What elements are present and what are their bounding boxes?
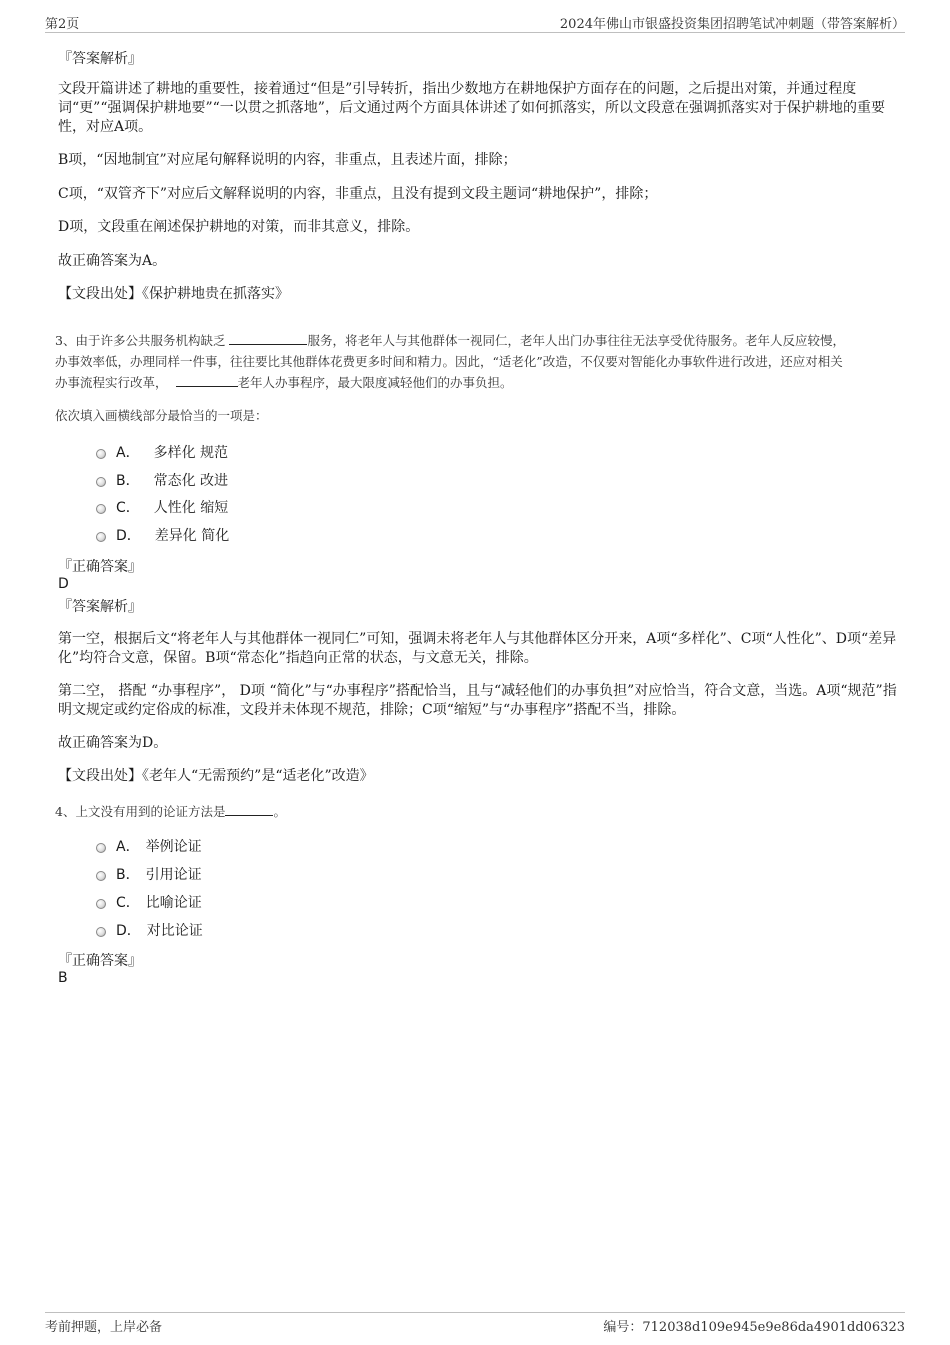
footer-slogan: 考前押题，上岸必备: [45, 1320, 163, 1335]
option-b[interactable]: B． 常态化 改进: [96, 470, 228, 490]
correct-answer-label: 『正确答案』: [58, 953, 142, 969]
radio-icon[interactable]: [96, 477, 106, 487]
radio-icon[interactable]: [96, 871, 106, 881]
page-number: 第2页: [45, 17, 80, 32]
option-a[interactable]: A． 举例论证: [96, 836, 202, 856]
radio-icon[interactable]: [96, 504, 106, 514]
fill-blank: [225, 801, 273, 816]
answer-conclusion: 故正确答案为A。: [58, 253, 167, 269]
option-c[interactable]: C． 比喻论证: [96, 892, 202, 912]
page-header: [45, 10, 905, 33]
radio-icon[interactable]: [96, 899, 106, 909]
analysis-paragraph: B项，“因地制宜”对应尾句解释说明的内容，非重点，且表述片面，排除；: [58, 152, 517, 168]
option-d[interactable]: D． 对比论证: [96, 920, 203, 940]
text-source: 【文段出处】《老年人“无需预约”是“适老化”改造》: [58, 768, 374, 784]
analysis-label: 『答案解析』: [58, 599, 142, 615]
analysis-paragraph: 第二空， 搭配 “办事程序”， D项 “简化”与“办事程序”搭配恰当，且与“减轻他们的办事负担”对应恰当，符合文意，当选。A项“规范”指明文规定或约定俗成的标准，文段并未体现不规范，排除；C项“缩短”与“办事程序”搭配不当，排除。: [58, 683, 897, 718]
question-3-text: 3、由于许多公共服务机构缺乏 服务，将老年人与其他群体一视同仁，老年人出门办事往往无法享受优待服务。老年人反应较慢， 办事效率低，办理同样一件事，往往要比其他群体花费更多时间和精力。因此，“适老化”改造，不仅要对智能化办事软件进行改进，还应对相关 办事流程实行改革， 老年人办事程序，最大限度减轻他们的办事负担。: [55, 330, 900, 393]
question-prompt: 依次填入画横线部分最恰当的一项是：: [55, 408, 268, 423]
analysis-paragraph: C项，“双管齐下”对应后文解释说明的内容，非重点，且没有提到文段主题词“耕地保护”，排除；: [58, 186, 658, 202]
analysis-paragraph: 文段开篇讲述了耕地的重要性，接着通过“但是”引导转折，指出少数地方在耕地保护方面存在的问题，之后提出对策，并通过程度词“更”“强调保护耕地要”“一以贯之抓落地”，后文通过两个方面具体讲述了如何抓落实，所以文段意在强调抓落实对于保护耕地的重要性，对应A项。: [58, 81, 885, 135]
option-b[interactable]: B． 引用论证: [96, 864, 202, 884]
analysis-paragraph: 第一空，根据后文“将老年人与其他群体一视同仁”可知，强调未将老年人与其他群体区分开来，A项“多样化”、C项“人性化”、D项“差异化”均符合文意，保留。B项“常态化”指趋向正常的状态，与文意无关，排除。: [58, 631, 897, 666]
correct-answer: B: [58, 970, 68, 986]
radio-icon[interactable]: [96, 449, 106, 459]
analysis-label: 『答案解析』: [58, 51, 142, 67]
document-title: 2024年佛山市银盛投资集团招聘笔试冲刺题（带答案解析）: [559, 17, 905, 32]
option-c[interactable]: C． 人性化 缩短: [96, 497, 228, 517]
text-source: 【文段出处】《保护耕地贵在抓落实》: [58, 286, 289, 302]
fill-blank: [176, 372, 238, 387]
answer-conclusion: 故正确答案为D。: [58, 735, 168, 751]
radio-icon[interactable]: [96, 927, 106, 937]
fill-blank: [229, 330, 307, 345]
radio-icon[interactable]: [96, 532, 106, 542]
document-id: 编号：712038d109e945e9e86da4901dd06323: [603, 1320, 905, 1335]
question-4-text: 4、上文没有用到的论证方法是 。: [55, 801, 900, 822]
radio-icon[interactable]: [96, 843, 106, 853]
correct-answer: D: [58, 576, 69, 592]
option-a[interactable]: A． 多样化 规范: [96, 442, 228, 462]
option-d[interactable]: D． 差异化 简化: [96, 525, 229, 545]
page-footer: [45, 1312, 905, 1337]
correct-answer-label: 『正确答案』: [58, 559, 142, 575]
analysis-paragraph: D项，文段重在阐述保护耕地的对策，而非其意义，排除。: [58, 219, 420, 235]
